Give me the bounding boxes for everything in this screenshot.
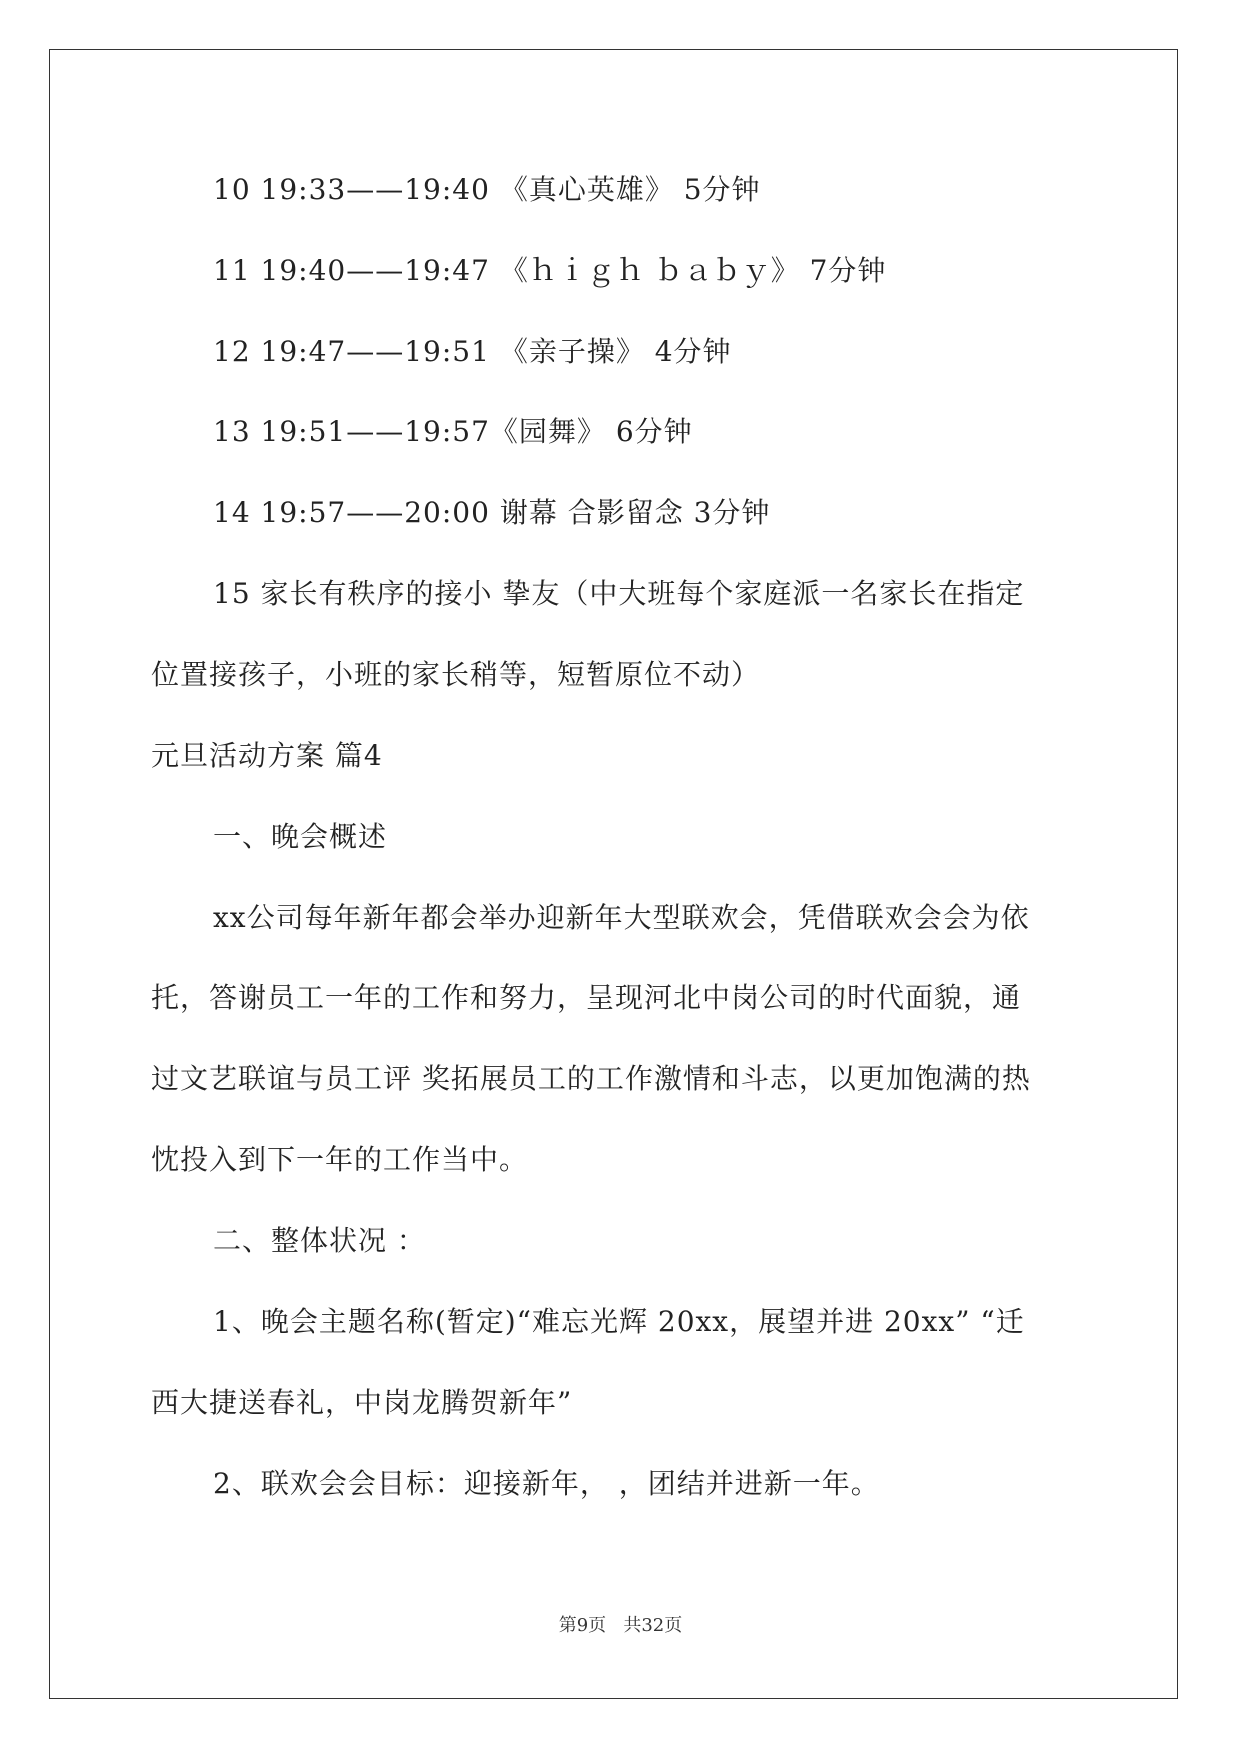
paragraph-line: 托，答谢员工一年的工作和努力，呈现河北中岗公司的时代面貌，通 (151, 981, 1022, 1014)
schedule-item-11: 11 19:40——19:47 《ｈｉｇｈ ｂａｂｙ》 7分钟 (213, 254, 887, 287)
paragraph-line: 2、联欢会会目标：迎接新年， ，团结并进新一年。 (213, 1467, 880, 1500)
page-border (49, 49, 1178, 1699)
page-total: 共32页 (623, 1615, 683, 1636)
schedule-item-13: 13 19:51——19:57《园舞》 6分钟 (213, 415, 693, 448)
schedule-item-14: 14 19:57——20:00 谢幕 合影留念 3分钟 (213, 496, 771, 529)
paragraph-line: xx公司每年新年都会举办迎新年大型联欢会，凭借联欢会会为依 (213, 901, 1030, 934)
page-footer (0, 1614, 1241, 1638)
schedule-item-10: 10 19:33——19:40 《真心英雄》 5分钟 (213, 173, 761, 206)
paragraph-line: 忱投入到下一年的工作当中。 (151, 1143, 529, 1176)
schedule-item-12: 12 19:47——19:51 《亲子操》 4分钟 (213, 335, 732, 368)
paragraph-line: 1、晚会主题名称(暂定)“难忘光辉 20xx，展望并进 20xx” “迁 (213, 1305, 1025, 1338)
subheading-overview: 一、晚会概述 (213, 820, 388, 853)
subheading-overall: 二、整体状况 ： (213, 1224, 426, 1257)
schedule-item-15: 15 家长有秩序的接小 挚友（中大班每个家庭派一名家长在指定 (213, 577, 1025, 610)
paragraph-line: 过文艺联谊与员工评 奖拓展员工的工作激情和斗志，以更加饱满的热 (151, 1062, 1031, 1095)
schedule-item-15-continued: 位置接孩子，小班的家长稍等，短暂原位不动） (151, 658, 761, 691)
section-heading: 元旦活动方案 篇4 (151, 739, 383, 772)
page-number: 第9页 (558, 1615, 607, 1636)
paragraph-line: 西大捷送春礼，中岗龙腾贺新年” (151, 1386, 573, 1419)
